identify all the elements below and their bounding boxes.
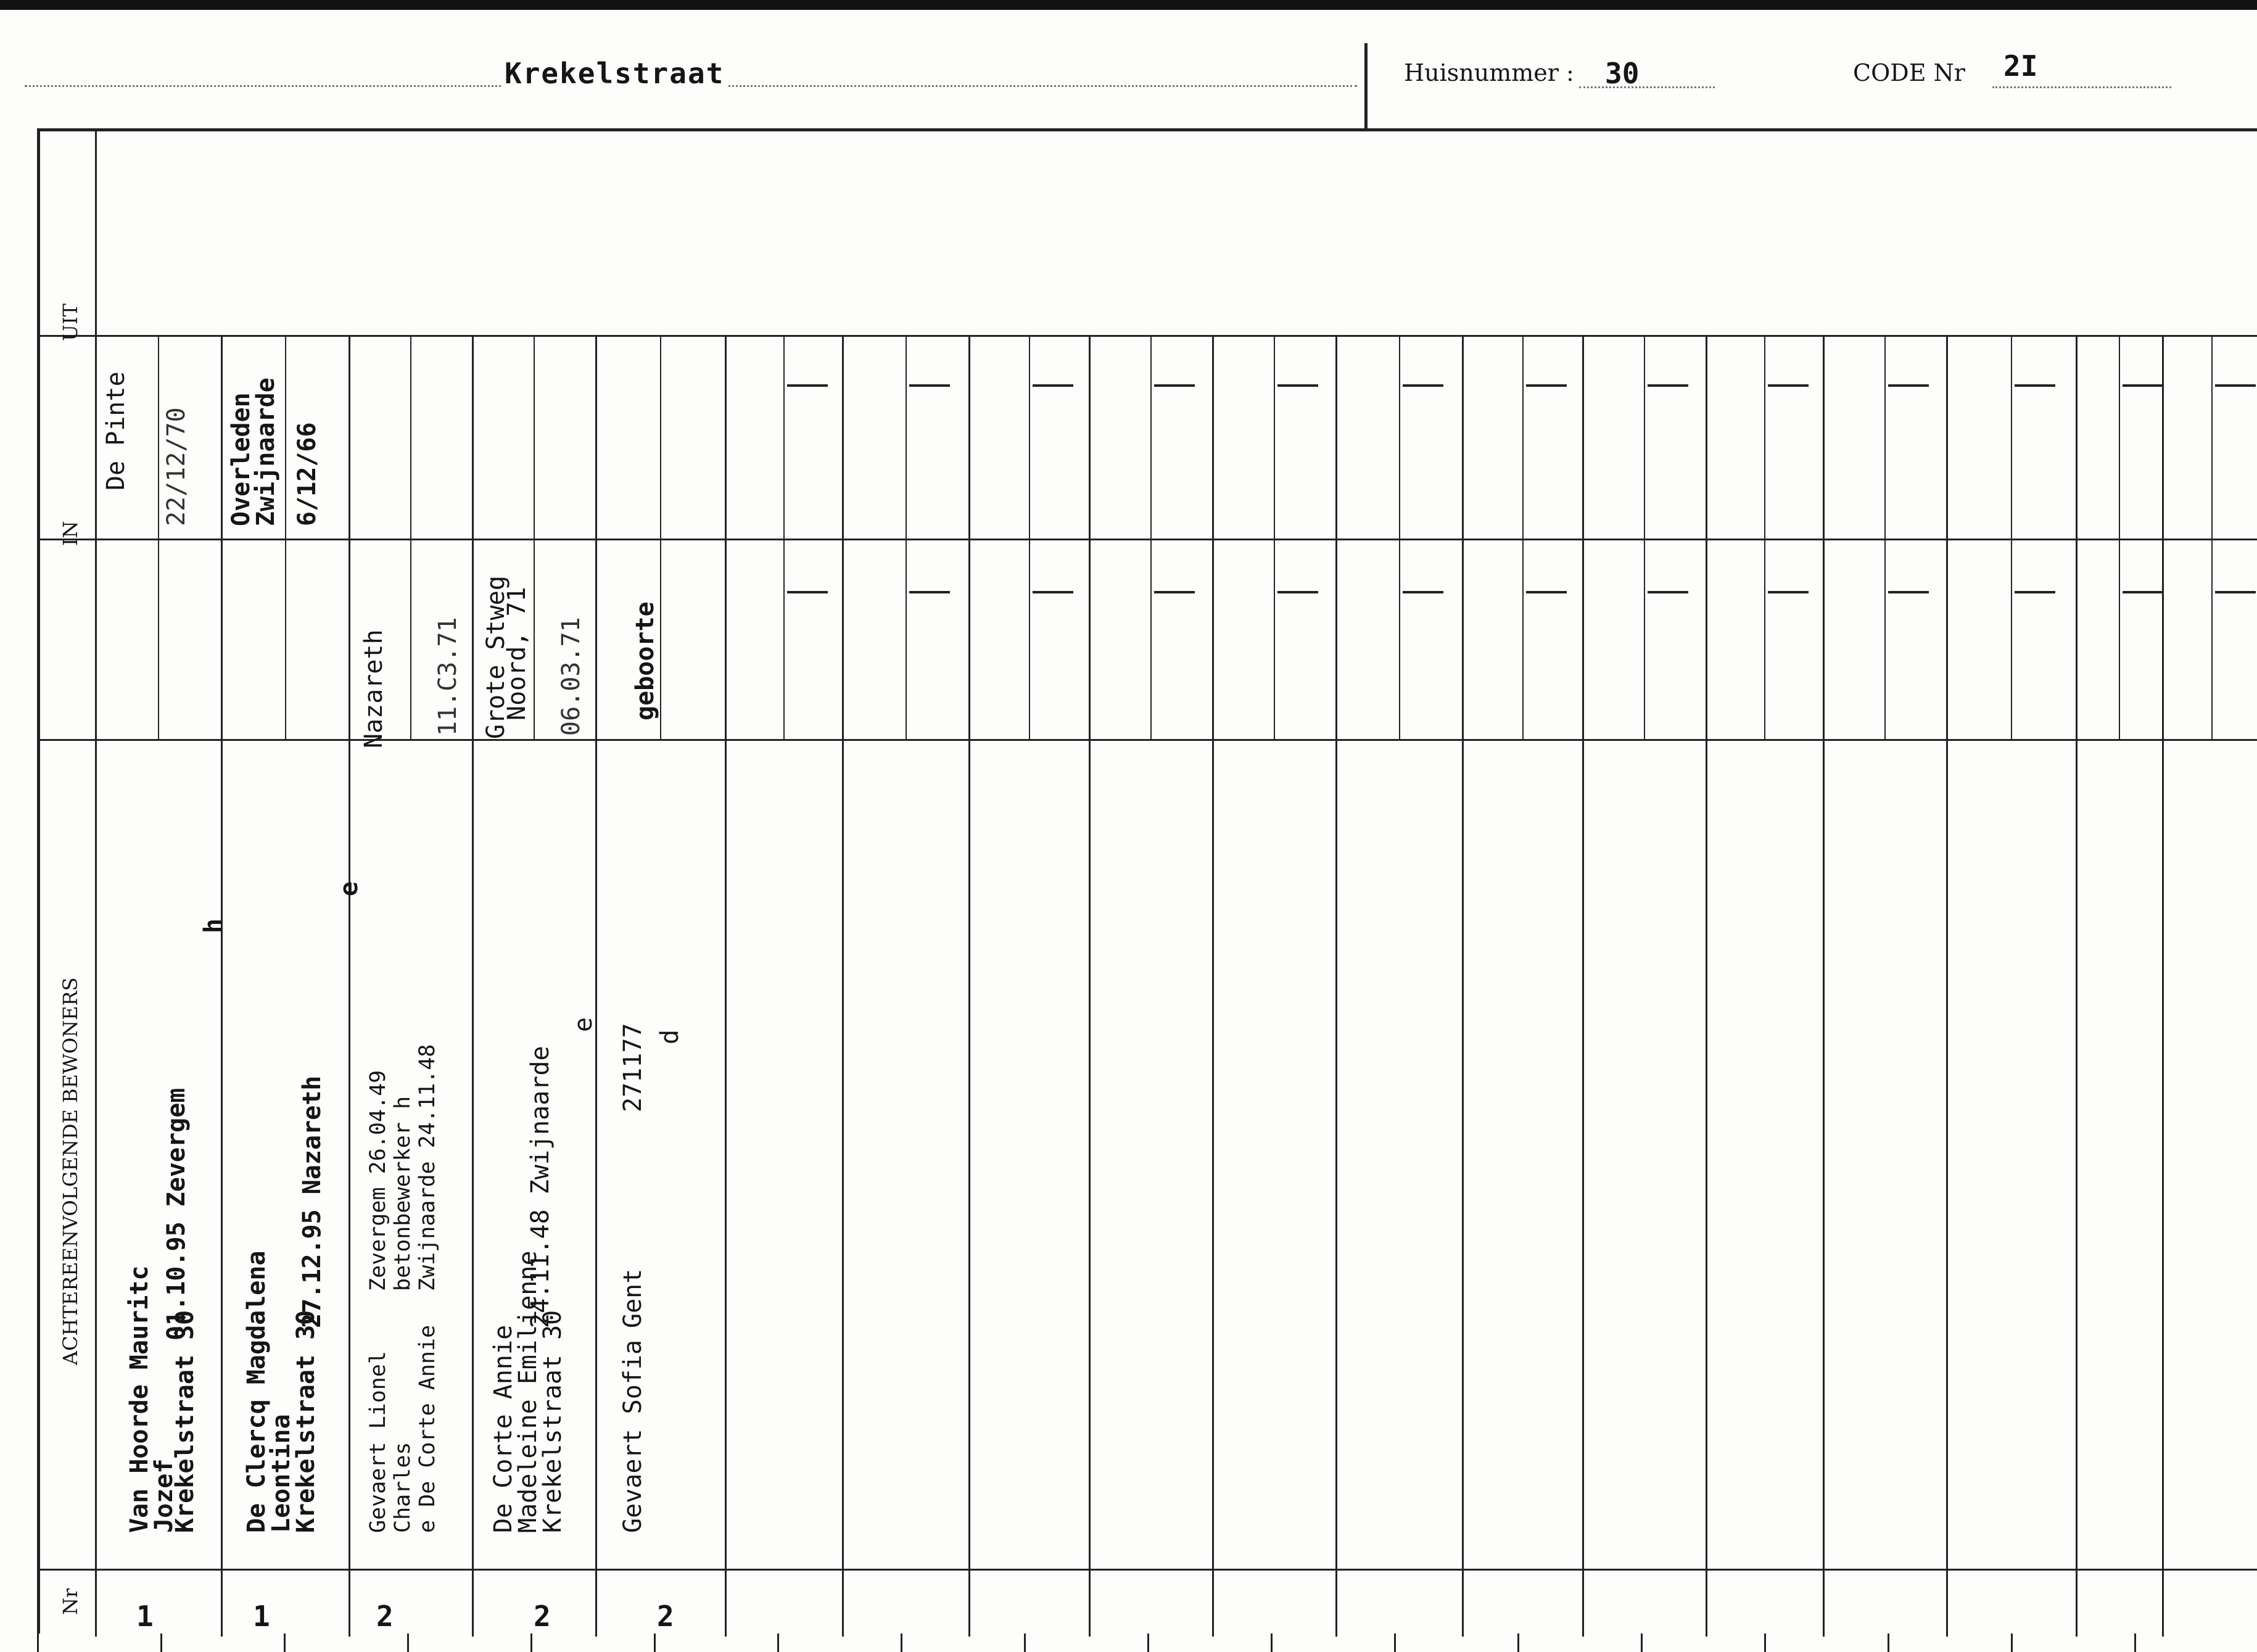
- record-column-divider: [725, 335, 727, 1637]
- in-subdivider: [1644, 539, 1645, 739]
- uit-subdivider: [1029, 335, 1030, 539]
- resident-name-line: Gevaert Lionel: [366, 1350, 390, 1533]
- resident-name-line: De Clercq Magdalena: [242, 1250, 271, 1533]
- bottom-tick: [160, 1633, 162, 1652]
- empty-cell-dash: [1768, 591, 1809, 593]
- uit-subdivider: [285, 335, 286, 539]
- record-column-divider: [842, 335, 844, 1637]
- record-nr: 1: [136, 1600, 154, 1633]
- bottom-tick: [1764, 1633, 1766, 1652]
- uit-subdivider: [1274, 335, 1275, 539]
- in-subdivider: [1522, 539, 1524, 739]
- empty-cell-dash: [2015, 384, 2055, 387]
- record-column-divider: [1823, 335, 1825, 1637]
- empty-cell-dash: [1154, 591, 1195, 593]
- empty-cell-dash: [2215, 591, 2256, 593]
- in-subdivider: [1274, 539, 1275, 739]
- resident-suffix: e: [569, 1017, 598, 1032]
- record-nr: 2: [657, 1600, 674, 1633]
- uit-place: Overleden: [227, 392, 255, 526]
- in-subdivider: [1150, 539, 1152, 739]
- uit-subdivider: [1884, 335, 1886, 539]
- resident-name-line: Van Hoorde Mauritc: [125, 1265, 154, 1533]
- resident-occupation: betonbewerker h: [390, 1096, 415, 1291]
- record-column-divider: [968, 335, 970, 1637]
- uit-subdivider: [1644, 335, 1645, 539]
- empty-cell-dash: [1768, 384, 1809, 387]
- empty-cell-dash: [1277, 591, 1318, 593]
- resident-birth-info: Zevergem 26.04.49: [366, 1070, 390, 1291]
- in-subdivider: [783, 539, 785, 739]
- uit-subdivider: [2119, 335, 2120, 539]
- record-column-divider: [1946, 335, 1948, 1637]
- code-dotted-line: [1992, 86, 2171, 88]
- in-subdivider: [2211, 539, 2213, 739]
- uit-place: De Pinte: [102, 371, 130, 490]
- empty-cell-dash: [1277, 384, 1318, 387]
- record-column-divider: [1582, 335, 1584, 1637]
- record-column-divider: [349, 335, 350, 1637]
- resident-birth-info: 01.10.95 Zevergem: [162, 1088, 191, 1340]
- resident-partner-birth: Zwijnaarde 24.11.48: [415, 1044, 440, 1291]
- in-place-2: Noord, 71: [503, 587, 531, 721]
- column-header-in: IN: [59, 521, 82, 546]
- resident-partner: e De Corte Annie: [415, 1324, 440, 1533]
- empty-cell-dash: [909, 591, 950, 593]
- bottom-tick: [901, 1633, 902, 1652]
- column-header-uit: UIT: [59, 304, 82, 341]
- record-column-divider: [1462, 335, 1464, 1637]
- in-subdivider: [285, 539, 286, 739]
- in-place: geboorte: [631, 601, 659, 721]
- empty-cell-dash: [1526, 591, 1567, 593]
- empty-cell-dash: [909, 384, 950, 387]
- in-subdivider: [534, 539, 535, 739]
- record-column-divider: [2162, 335, 2164, 1637]
- record-column-divider: [1089, 335, 1091, 1637]
- resident-address: Krekelstraat 30: [538, 1310, 567, 1533]
- record-column-divider: [221, 335, 223, 1637]
- bottom-tick: [284, 1633, 286, 1652]
- uit-subdivider: [906, 335, 907, 539]
- empty-cell-dash: [1648, 384, 1688, 387]
- top-border: [0, 0, 2257, 10]
- empty-cell-dash: [2123, 591, 2163, 593]
- empty-cell-dash: [2015, 591, 2055, 593]
- house-number-label: Huisnummer :: [1404, 59, 1574, 86]
- bottom-tick-row: [37, 1633, 2257, 1652]
- uit-subdivider: [534, 335, 535, 539]
- record-column-divider: [1335, 335, 1337, 1637]
- section-divider-in-top: [40, 539, 2257, 540]
- bottom-tick: [777, 1633, 779, 1652]
- uit-subdivider: [1764, 335, 1765, 539]
- bottom-tick: [37, 1633, 39, 1652]
- resident-name-line: Gevaert Sofia: [619, 1339, 647, 1533]
- code-label: CODE Nr: [1853, 59, 1965, 86]
- uit-date: 22/12/70: [162, 407, 191, 526]
- uit-subdivider: [783, 335, 785, 539]
- resident-birth-info: 24.11.48 Zwijnaarde: [526, 1046, 555, 1328]
- street-name: Krekelstraat: [501, 57, 728, 90]
- resident-birth-place: Gent: [619, 1268, 647, 1328]
- bottom-tick: [1517, 1633, 1519, 1652]
- resident-suffix: d: [656, 1029, 684, 1044]
- bottom-tick: [2011, 1633, 2013, 1652]
- uit-subdivider: [2211, 335, 2213, 539]
- record-column-divider: [595, 335, 597, 1637]
- bottom-tick: [1888, 1633, 1889, 1652]
- empty-cell-dash: [1154, 384, 1195, 387]
- in-subdivider: [158, 539, 159, 739]
- bottom-tick: [1024, 1633, 1026, 1652]
- bottom-tick: [1394, 1633, 1396, 1652]
- section-divider-nr-top: [40, 1569, 2257, 1571]
- in-subdivider: [1764, 539, 1765, 739]
- record-nr: 2: [376, 1600, 394, 1633]
- label-column-divider: [95, 131, 97, 1637]
- resident-given-name: Madeleine Emilienne: [514, 1250, 542, 1533]
- record-nr: 2: [534, 1600, 551, 1633]
- empty-cell-dash: [1648, 591, 1688, 593]
- resident-address: Krekelstraat 30: [171, 1310, 199, 1533]
- uit-subdivider: [158, 335, 159, 539]
- record-column-divider: [1212, 335, 1214, 1637]
- empty-cell-dash: [1033, 384, 1073, 387]
- in-subdivider: [660, 539, 661, 739]
- uit-subdivider: [1150, 335, 1152, 539]
- header-divider: [1364, 43, 1368, 128]
- bottom-tick: [1147, 1633, 1149, 1652]
- code-value: 2I: [2003, 49, 2038, 83]
- uit-subdivider: [1522, 335, 1524, 539]
- in-subdivider: [410, 539, 411, 739]
- empty-cell-dash: [1033, 591, 1073, 593]
- record-column-divider: [2076, 335, 2078, 1637]
- empty-cell-dash: [787, 591, 828, 593]
- house-number-value: 30: [1605, 57, 1640, 90]
- in-subdivider: [2011, 539, 2012, 739]
- resident-given-name: Charles: [390, 1442, 415, 1533]
- empty-cell-dash: [1403, 384, 1443, 387]
- bottom-tick: [1271, 1633, 1273, 1652]
- uit-subdivider: [1399, 335, 1400, 539]
- in-date: 11.C3.71: [434, 617, 462, 736]
- bottom-tick: [2134, 1633, 2136, 1652]
- resident-name-line: De Corte Annie: [489, 1324, 518, 1533]
- resident-suffix: h: [199, 918, 228, 933]
- record-nr: 1: [253, 1600, 270, 1633]
- resident-birth-date: 271177: [619, 1023, 647, 1112]
- in-place: Nazareth: [360, 629, 388, 748]
- column-header-nr: Nr: [59, 1588, 82, 1615]
- in-subdivider: [1399, 539, 1400, 739]
- empty-cell-dash: [2123, 384, 2163, 387]
- in-subdivider: [1029, 539, 1030, 739]
- uit-subdivider: [660, 335, 661, 539]
- uit-subdivider: [2011, 335, 2012, 539]
- uit-place-2: Zwijnaarde: [252, 378, 280, 526]
- empty-cell-dash: [2215, 384, 2256, 387]
- uit-subdivider: [410, 335, 411, 539]
- register-grid: [37, 128, 2257, 1633]
- bottom-tick: [654, 1633, 656, 1652]
- uit-date: 6/12/66: [293, 422, 321, 526]
- bottom-tick: [407, 1633, 409, 1652]
- record-column-divider: [1706, 335, 1707, 1637]
- bottom-tick: [530, 1633, 532, 1652]
- empty-cell-dash: [787, 384, 828, 387]
- empty-cell-dash: [1403, 591, 1443, 593]
- in-subdivider: [906, 539, 907, 739]
- resident-birth-info: 27.12.95 Nazareth: [298, 1075, 326, 1328]
- resident-given-name: Jozef: [150, 1458, 178, 1533]
- empty-cell-dash: [1888, 384, 1929, 387]
- house-number-dotted-line: [1579, 86, 1715, 88]
- in-subdivider: [1884, 539, 1886, 739]
- in-date: 06.03.71: [557, 617, 585, 736]
- empty-cell-dash: [1526, 384, 1567, 387]
- in-place: Grote Stweg: [482, 576, 510, 739]
- column-header-residents: ACHTEREENVOLGENDE BEWONERS: [59, 977, 82, 1365]
- record-column-divider: [472, 335, 474, 1637]
- section-divider-uit-top: [40, 335, 2257, 337]
- resident-address: Krekelstraat 30: [292, 1310, 320, 1533]
- resident-suffix: e: [335, 881, 363, 896]
- empty-cell-dash: [1888, 591, 1929, 593]
- bottom-tick: [1641, 1633, 1643, 1652]
- resident-given-name: Leontina: [267, 1414, 295, 1533]
- in-subdivider: [2119, 539, 2120, 739]
